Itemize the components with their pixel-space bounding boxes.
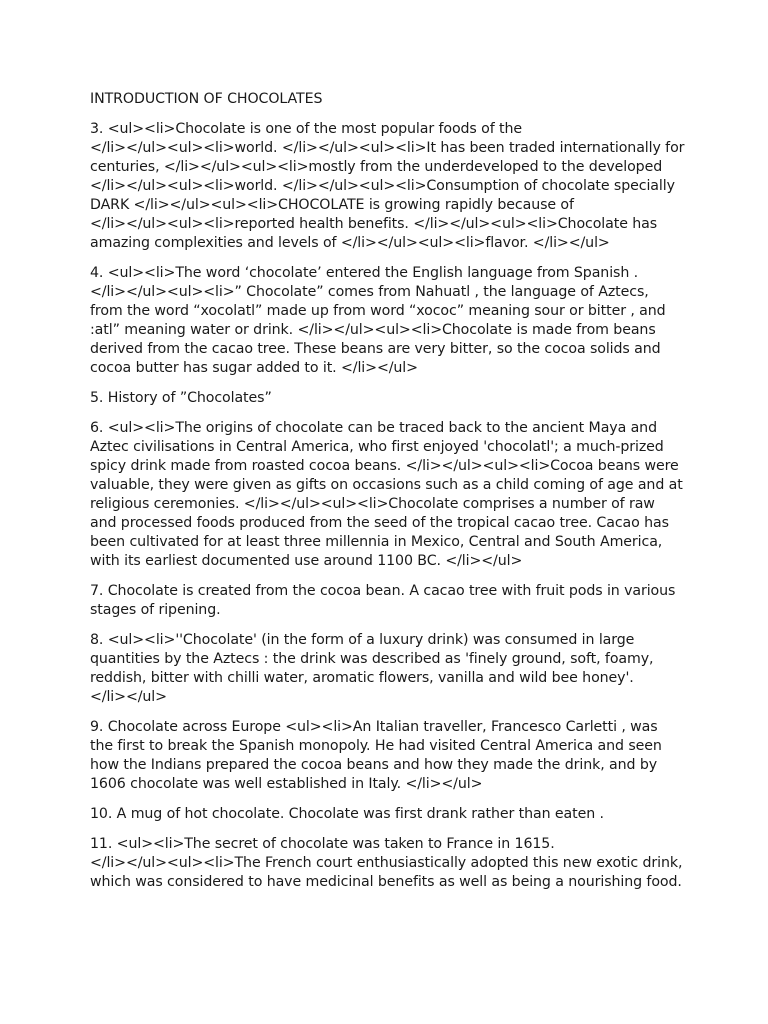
paragraph-line: which was considered to have medicinal benefits as well as being a nourishing food.: [90, 874, 682, 890]
paragraph-line: cocoa butter has sugar added to it. </li></ul>: [90, 360, 418, 376]
paragraph-line: how the Indians prepared the cocoa beans and how they made the drink, and by: [90, 757, 658, 773]
paragraph-line: reddish, bitter with chilli water, aromatic flowers, vanilla and wild bee honey'.: [90, 670, 634, 686]
paragraph: [90, 389, 686, 408]
paragraph: [90, 718, 686, 794]
paragraph-line: Aztec civilisations in Central America, who first enjoyed 'chocolatl'; a much-prized: [90, 439, 664, 455]
paragraph-line: </li></ul><ul><li>” Chocolate” comes from Nahuatl , the language of Aztecs,: [90, 284, 649, 300]
paragraph-line: quantities by the Aztecs : the drink was described as 'finely ground, soft, foamy,: [90, 651, 654, 667]
paragraph-line: with its earliest documented use around 1100 BC. </li></ul>: [90, 553, 523, 569]
paragraph-line: </li></ul><ul><li>reported health benefits. </li></ul><ul><li>Chocolate has: [90, 216, 658, 232]
document-page: [90, 90, 686, 903]
paragraph-line: from the word “xocolatl” made up from word “xococ” meaning sour or bitter , and: [90, 303, 666, 319]
paragraph-line: </li></ul><ul><li>world. </li></ul><ul><li>It has been traded internationally for: [90, 140, 685, 156]
paragraph: [90, 805, 686, 824]
paragraph-line: DARK </li></ul><ul><li>CHOCOLATE is growing rapidly because of: [90, 197, 574, 213]
paragraph: [90, 582, 686, 620]
paragraph: [90, 264, 686, 378]
paragraph-line: 4. <ul><li>The word ‘chocolate’ entered the English language from Spanish .: [90, 265, 639, 281]
paragraph-line: 8. <ul><li>''Chocolate' (in the form of a luxury drink) was consumed in large: [90, 632, 635, 648]
paragraph-line: 3. <ul><li>Chocolate is one of the most popular foods of the: [90, 121, 522, 137]
paragraph-line: spicy drink made from roasted cocoa beans. </li></ul><ul><li>Cocoa beans were: [90, 458, 679, 474]
paragraph-line: 10. A mug of hot chocolate. Chocolate was first drank rather than eaten .: [90, 806, 604, 822]
paragraph-line: </li></ul>: [90, 689, 167, 705]
paragraph: [90, 120, 686, 253]
paragraph-line: the first to break the Spanish monopoly. He had visited Central America and seen: [90, 738, 662, 754]
paragraph-line: 11. <ul><li>The secret of chocolate was taken to France in 1615.: [90, 836, 555, 852]
paragraph-line: stages of ripening.: [90, 602, 221, 618]
paragraph-line: valuable, they were given as gifts on occasions such as a child coming of age and at: [90, 477, 683, 493]
paragraph-line: 5. History of ”Chocolates”: [90, 390, 272, 406]
paragraph-line: amazing complexities and levels of </li></ul><ul><li>flavor. </li></ul>: [90, 235, 610, 251]
paragraph: [90, 631, 686, 707]
paragraph-line: 1606 chocolate was well established in Italy. </li></ul>: [90, 776, 483, 792]
paragraph-line: derived from the cacao tree. These beans are very bitter, so the cocoa solids and: [90, 341, 661, 357]
paragraph-line: and processed foods produced from the seed of the tropical cacao tree. Cacao has: [90, 515, 669, 531]
paragraph-list: [90, 120, 686, 892]
paragraph-line: </li></ul><ul><li>The French court enthusiastically adopted this new exotic drink,: [90, 855, 683, 871]
paragraph: [90, 835, 686, 892]
paragraph-line: centuries, </li></ul><ul><li>mostly from the underdeveloped to the developed: [90, 159, 663, 175]
paragraph-line: </li></ul><ul><li>world. </li></ul><ul><li>Consumption of chocolate specially: [90, 178, 675, 194]
paragraph-line: 7. Chocolate is created from the cocoa bean. A cacao tree with fruit pods in various: [90, 583, 676, 599]
paragraph-line: 6. <ul><li>The origins of chocolate can be traced back to the ancient Maya and: [90, 420, 657, 436]
paragraph-line: :atl” meaning water or drink. </li></ul><ul><li>Chocolate is made from beans: [90, 322, 656, 338]
paragraph-line: 9. Chocolate across Europe <ul><li>An Italian traveller, Francesco Carletti , was: [90, 719, 658, 735]
document-title: INTRODUCTION OF CHOCOLATES: [90, 91, 323, 107]
paragraph: [90, 419, 686, 571]
paragraph-line: been cultivated for at least three millennia in Mexico, Central and South America,: [90, 534, 663, 550]
paragraph-line: religious ceremonies. </li></ul><ul><li>Chocolate comprises a number of raw: [90, 496, 655, 512]
